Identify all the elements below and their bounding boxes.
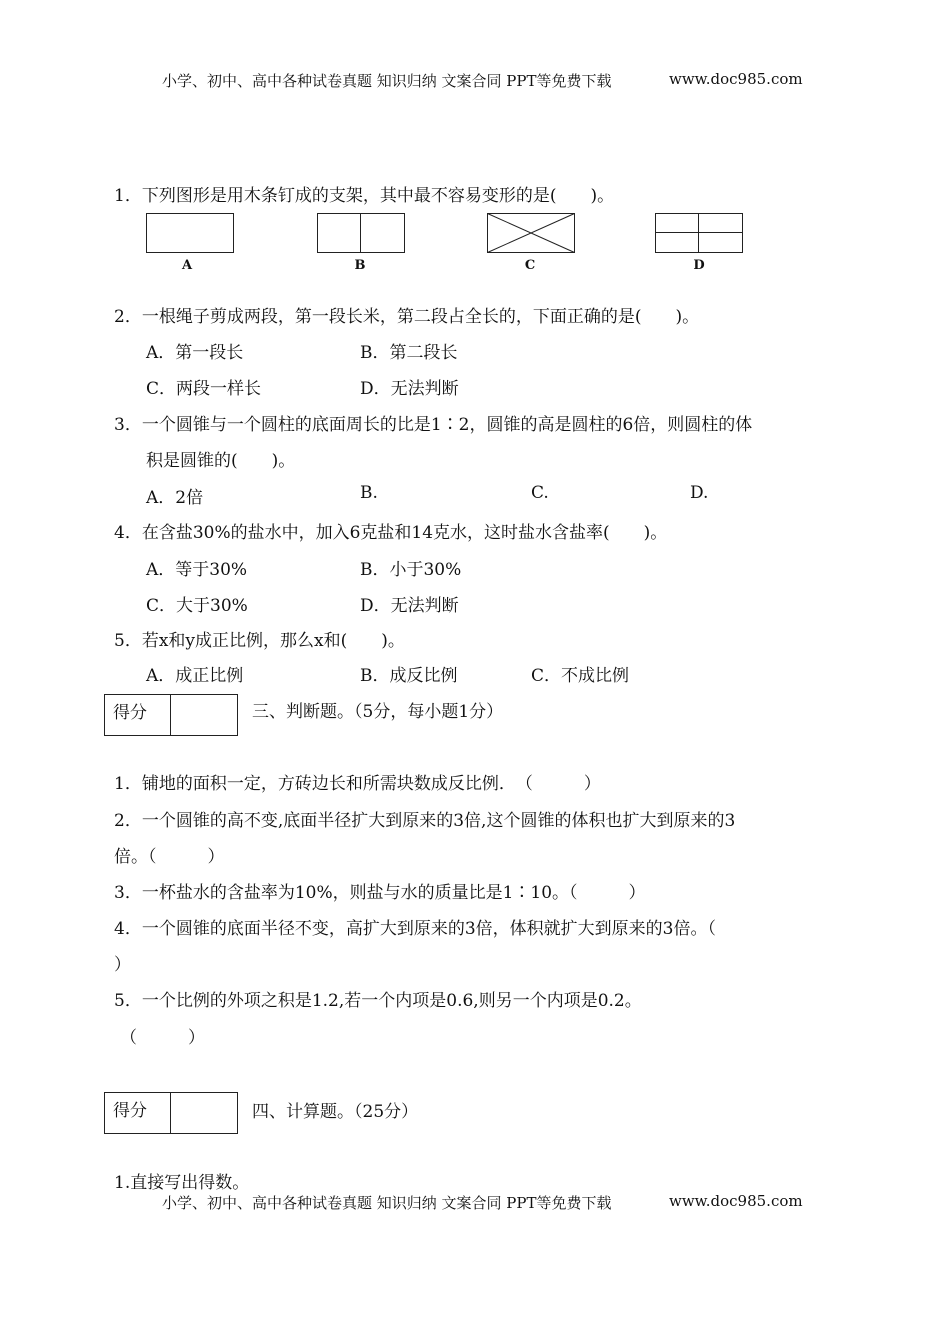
figure-label-b: B bbox=[354, 258, 366, 273]
rectangle-frame-b bbox=[317, 213, 405, 253]
question-2: 2．一根绳子剪成两段，第一段长米，第二段占全长的，下面正确的是( )。 bbox=[114, 307, 700, 327]
q2-option-d: D．无法判断 bbox=[360, 379, 459, 399]
question-1: 1．下列图形是用木条钉成的支架，其中最不容易变形的是( )。 bbox=[114, 186, 615, 206]
q2-option-b: B．第二段长 bbox=[360, 343, 458, 363]
q3-option-d: D. bbox=[690, 483, 709, 503]
rectangle-frame-d bbox=[655, 213, 743, 253]
section-3-title: 三、判断题。（5分，每小题1分） bbox=[252, 702, 504, 722]
question-3-line-1: 3．一个圆锥与一个圆柱的底面周长的比是1∶2，圆锥的高是圆柱的6倍，则圆柱的体 bbox=[114, 415, 753, 435]
q4-option-a: A．等于30% bbox=[146, 560, 248, 580]
judgment-item-2-line-2: 倍。（ ） bbox=[114, 847, 225, 867]
q3-option-c: C. bbox=[531, 483, 549, 503]
q3-option-a: A．2倍 bbox=[146, 488, 204, 508]
footer-site: www.doc985.com bbox=[669, 1192, 803, 1210]
judgment-item-4-line-1: 4．一个圆锥的底面半径不变，高扩大到原来的3倍，体积就扩大到原来的3倍。（ bbox=[114, 919, 716, 939]
question-4: 4．在含盐30%的盐水中，加入6克盐和14克水，这时盐水含盐率( )。 bbox=[114, 523, 668, 543]
cross-braced-frame-c bbox=[487, 213, 575, 253]
question-5: 5．若x和y成正比例，那么x和( )。 bbox=[114, 631, 405, 651]
vertical-bar-b bbox=[360, 213, 361, 253]
q4-option-b: B．小于30% bbox=[360, 560, 462, 580]
q5-option-c: C．不成比例 bbox=[531, 666, 630, 686]
score-field bbox=[171, 695, 237, 735]
figure-label-d: D bbox=[693, 258, 705, 273]
judgment-item-3: 3．一杯盐水的含盐率为10%，则盐与水的质量比是1∶10。（ ） bbox=[114, 883, 646, 903]
judgment-item-5-line-1: 5．一个比例的外项之积是1.2,若一个内项是0.6,则另一个内项是0.2。 bbox=[114, 991, 642, 1011]
judgment-item-4-line-2: ） bbox=[114, 955, 131, 975]
score-box-section-3 bbox=[104, 694, 238, 736]
q3-option-b: B. bbox=[360, 483, 378, 503]
q4-option-d: D．无法判断 bbox=[360, 596, 459, 616]
judgment-item-1: 1．铺地的面积一定，方砖边长和所需块数成反比例． （ ） bbox=[114, 774, 601, 794]
q2-option-c: C．两段一样长 bbox=[146, 379, 262, 399]
score-box-section-4 bbox=[104, 1092, 238, 1134]
rectangle-frame-a bbox=[146, 213, 234, 253]
question-3-line-2: 积是圆锥的( )。 bbox=[146, 451, 296, 471]
vertical-bar-d bbox=[698, 213, 699, 253]
figure-label-a: A bbox=[181, 258, 193, 273]
score-field bbox=[171, 1093, 237, 1133]
q5-option-a: A．成正比例 bbox=[146, 666, 244, 686]
q5-option-b: B．成反比例 bbox=[360, 666, 458, 686]
footer-text: 小学、初中、高中各种试卷真题 知识归纳 文案合同 PPT等免费下载 bbox=[162, 1194, 612, 1212]
figure-label-c: C bbox=[524, 258, 536, 273]
horizontal-bar-d bbox=[655, 232, 743, 233]
score-label: 得分 bbox=[105, 695, 171, 735]
judgment-item-5-line-2: （ ） bbox=[120, 1028, 205, 1048]
q2-option-a: A．第一段长 bbox=[146, 343, 244, 363]
q4-option-c: C．大于30% bbox=[146, 596, 248, 616]
judgment-item-2-line-1: 2．一个圆锥的高不变,底面半径扩大到原来的3倍,这个圆锥的体积也扩大到原来的3 bbox=[114, 811, 736, 831]
calc-subtitle-1: 1.直接写出得数。 bbox=[114, 1173, 250, 1193]
header-text: 小学、初中、高中各种试卷真题 知识归纳 文案合同 PPT等免费下载 bbox=[162, 72, 612, 90]
section-4-title: 四、计算题。（25分） bbox=[252, 1102, 419, 1122]
score-label: 得分 bbox=[105, 1093, 171, 1133]
header-site: www.doc985.com bbox=[669, 70, 803, 88]
